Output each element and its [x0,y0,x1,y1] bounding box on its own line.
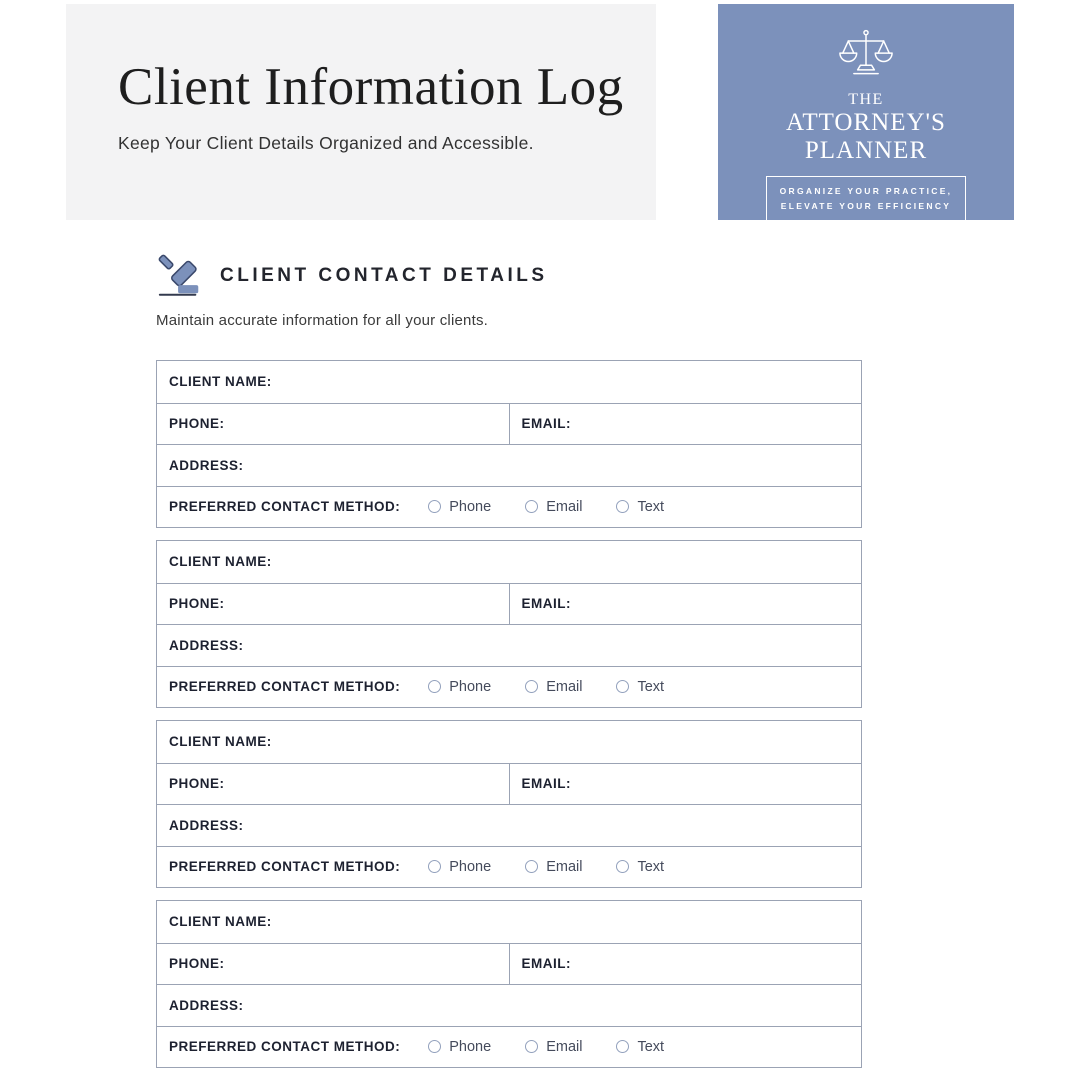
radio-phone-label: Phone [449,1038,492,1055]
radio-text[interactable] [616,860,629,873]
contact-option-text [616,1039,664,1055]
address-row [157,444,861,486]
email-label: EMAIL: [521,596,571,612]
address-label: ADDRESS: [169,817,244,833]
contact-option-phone [428,859,491,875]
client-name-input-area[interactable] [272,901,861,943]
contact-option-text [616,859,664,875]
address-input-area[interactable] [244,445,861,486]
radio-email[interactable] [525,680,538,693]
phone-cell [157,944,510,985]
radio-email-label: Email [546,1038,583,1055]
radio-text-label: Text [637,858,665,875]
client-entry [156,540,862,708]
brand-line-attorneys: ATTORNEY'S [786,109,946,136]
radio-email[interactable] [525,1040,538,1053]
email-cell [510,944,862,985]
brand-tagline-line1: ORGANIZE YOUR PRACTICE, [779,186,953,196]
client-name-row [157,361,861,403]
contact-option-phone [428,679,491,695]
phone-input-area[interactable] [225,944,509,985]
contact-option-email [525,499,582,515]
contact-method-options [428,1039,664,1055]
email-cell [510,404,862,445]
contact-option-email [525,1039,582,1055]
client-name-row [157,901,861,943]
preferred-contact-label: PREFERRED CONTACT METHOD: [169,499,401,515]
phone-cell [157,764,510,805]
client-name-row [157,721,861,763]
preferred-contact-row [157,1026,861,1068]
contact-method-options [428,679,664,695]
client-entry [156,360,862,528]
brand-line-the: THE [848,91,884,108]
email-input-area[interactable] [571,584,861,625]
phone-email-row [157,403,861,445]
address-row [157,804,861,846]
page-header-block [66,4,656,220]
radio-text-label: Text [637,498,665,515]
contact-method-options [428,859,664,875]
preferred-contact-row [157,486,861,528]
radio-text[interactable] [616,500,629,513]
email-input-area[interactable] [571,404,861,445]
radio-phone[interactable] [428,860,441,873]
brand-line-planner: PLANNER [804,137,928,164]
brand-panel [718,4,1014,220]
phone-label: PHONE: [169,596,225,612]
preferred-contact-row [157,666,861,708]
address-label: ADDRESS: [169,997,244,1013]
email-label: EMAIL: [521,956,571,972]
client-entry [156,900,862,1068]
address-label: ADDRESS: [169,637,244,653]
email-label: EMAIL: [521,776,571,792]
preferred-contact-label: PREFERRED CONTACT METHOD: [169,1039,401,1055]
gavel-icon [155,252,205,300]
radio-phone-label: Phone [449,858,492,875]
contact-option-phone [428,1039,491,1055]
phone-cell [157,404,510,445]
email-label: EMAIL: [521,416,571,432]
phone-email-row [157,583,861,625]
radio-email-label: Email [546,678,583,695]
phone-email-row [157,763,861,805]
radio-email-label: Email [546,498,583,515]
client-name-label: CLIENT NAME: [169,914,272,930]
radio-email[interactable] [525,500,538,513]
contact-option-email [525,859,582,875]
client-name-input-area[interactable] [272,541,861,583]
phone-cell [157,584,510,625]
section-header [155,252,548,300]
address-row [157,984,861,1026]
phone-label: PHONE: [169,956,225,972]
phone-input-area[interactable] [225,404,509,445]
radio-phone-label: Phone [449,678,492,695]
contact-option-phone [428,499,491,515]
client-name-label: CLIENT NAME: [169,374,272,390]
email-cell [510,584,862,625]
address-input-area[interactable] [244,625,861,666]
contact-option-email [525,679,582,695]
email-input-area[interactable] [571,944,861,985]
radio-phone[interactable] [428,1040,441,1053]
brand-tagline-box [766,176,967,222]
contact-option-text [616,499,664,515]
address-input-area[interactable] [244,805,861,846]
client-name-label: CLIENT NAME: [169,734,272,750]
client-name-input-area[interactable] [272,361,861,403]
preferred-contact-row [157,846,861,888]
page-subtitle: Keep Your Client Details Organized and Accessible. [118,132,534,153]
radio-text[interactable] [616,1040,629,1053]
email-cell [510,764,862,805]
section-subtitle: Maintain accurate information for all your clients. [156,312,489,329]
client-entry [156,720,862,888]
client-name-row [157,541,861,583]
phone-input-area[interactable] [225,764,509,805]
brand-tagline-line2: ELEVATE YOUR EFFICIENCY [780,200,952,211]
preferred-contact-label: PREFERRED CONTACT METHOD: [169,679,401,695]
radio-phone[interactable] [428,680,441,693]
radio-phone-label: Phone [449,498,492,515]
radio-text-label: Text [637,1038,665,1055]
phone-email-row [157,943,861,985]
contact-option-text [616,679,664,695]
client-name-input-area[interactable] [272,721,861,763]
radio-phone[interactable] [428,500,441,513]
scales-of-justice-icon [833,28,899,82]
radio-text[interactable] [616,680,629,693]
preferred-contact-label: PREFERRED CONTACT METHOD: [169,859,401,875]
radio-email-label: Email [546,858,583,875]
address-label: ADDRESS: [169,457,244,473]
phone-label: PHONE: [169,776,225,792]
address-row [157,624,861,666]
email-input-area[interactable] [571,764,861,805]
client-name-label: CLIENT NAME: [169,554,272,570]
radio-email[interactable] [525,860,538,873]
page-title: Client Information Log [118,58,624,116]
radio-text-label: Text [637,678,665,695]
contact-method-options [428,499,664,515]
client-entries [156,360,862,1080]
phone-input-area[interactable] [225,584,509,625]
phone-label: PHONE: [169,416,225,432]
address-input-area[interactable] [244,985,861,1026]
section-title: CLIENT CONTACT DETAILS [220,265,548,286]
